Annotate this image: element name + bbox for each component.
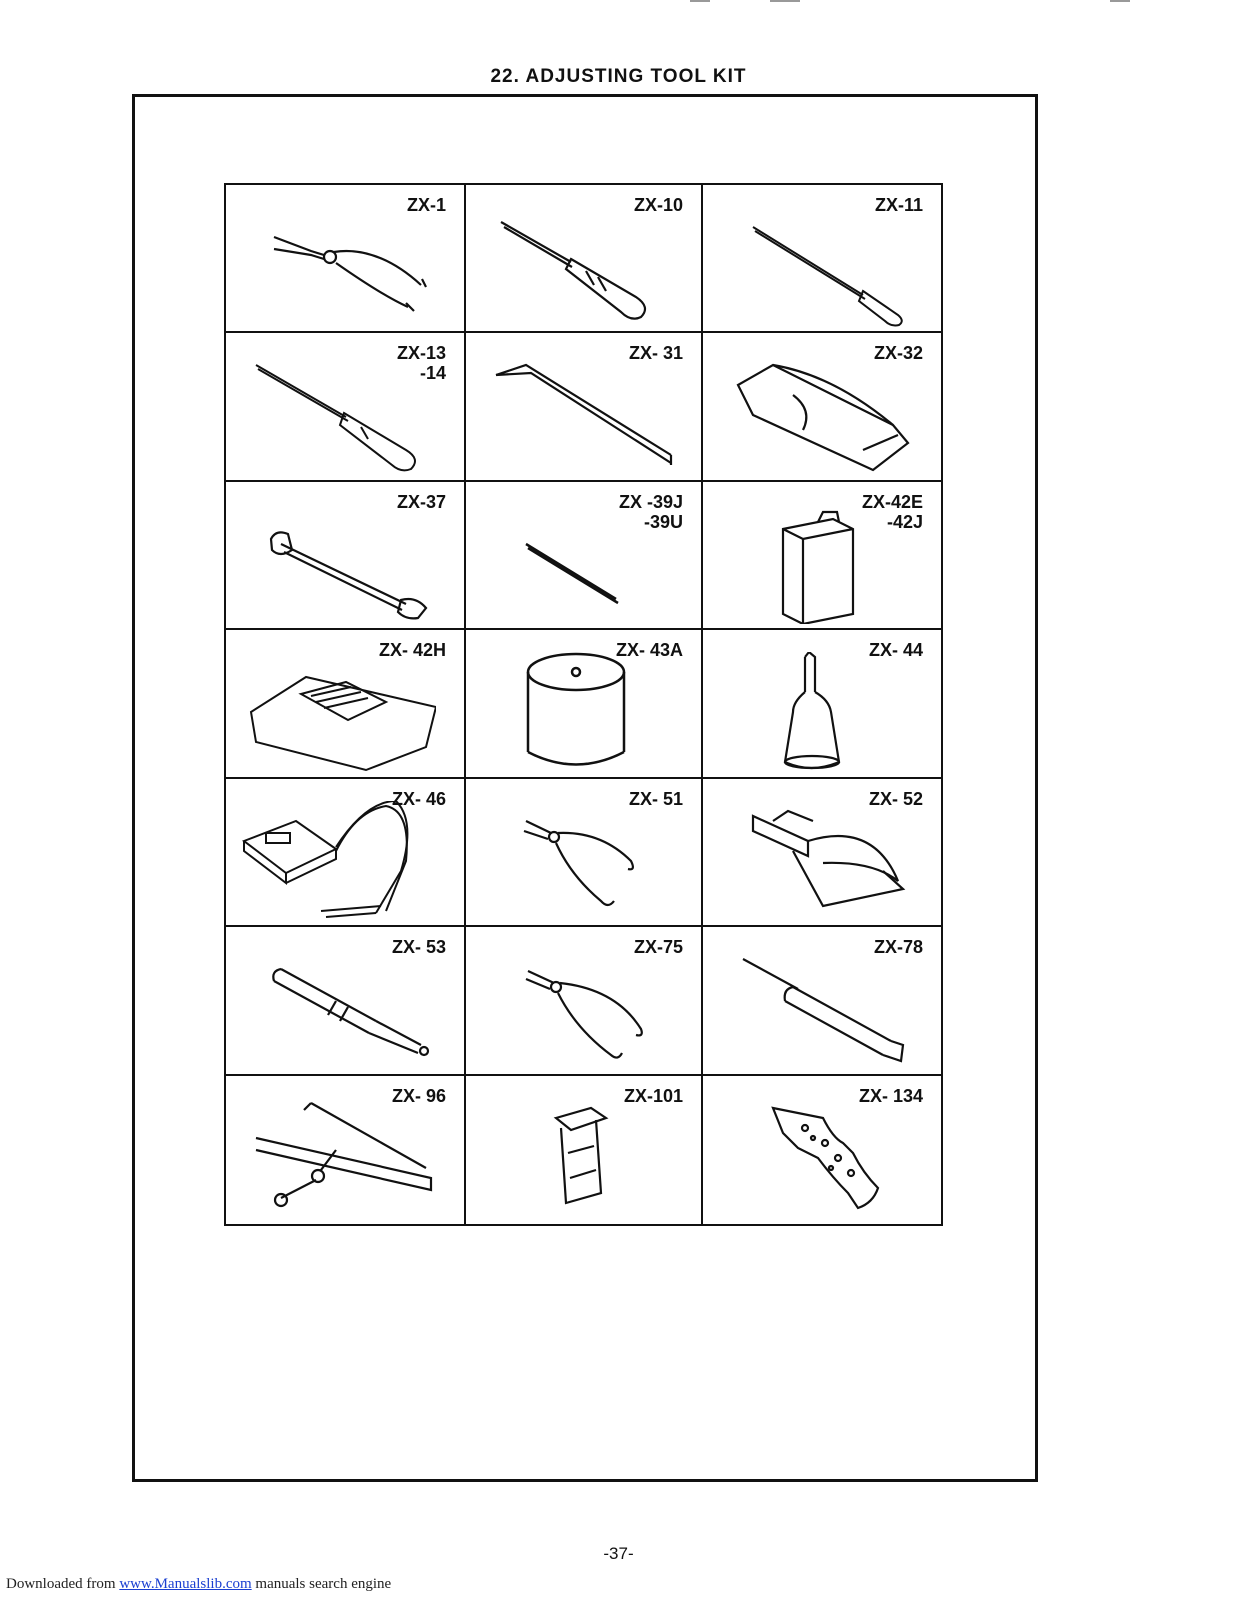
tool-code: ZX-37 [396,491,446,512]
tool-cell [226,185,466,333]
tool-code: ZX- 46 [391,788,446,809]
multimeter-icon [236,801,436,921]
tool-code: ZX- 53 [391,937,446,958]
tool-cell [703,630,941,778]
long-nose-pliers-icon [236,207,436,327]
cleaning-cloth-icon [236,652,436,772]
tool-cell [226,630,466,778]
tool-cell [703,927,941,1075]
screwdriver-icon [476,207,676,327]
tool-code: ZX-42E -42J [861,491,923,532]
tool-grid [224,183,943,1226]
tool-code: ZX- 42H [378,640,446,661]
tool-code: ZX- 52 [868,788,923,809]
tool-cell [466,630,703,778]
tool-cell [703,333,941,481]
tool-code: ZX-32 [873,343,923,364]
tool-code: ZX-13 -14 [396,343,446,384]
oil-can-icon [713,504,913,624]
wire-rod-icon [476,504,676,624]
tool-code: ZX-75 [633,937,683,958]
tool-cell [466,185,703,333]
tool-code: ZX -39J -39U [618,491,683,532]
footer-prefix: Downloaded from [6,1576,120,1592]
tool-code: ZX-78 [873,937,923,958]
scan-artifact [1110,0,1130,2]
tool-cell [466,779,703,927]
tool-cell [226,779,466,927]
tool-cell [226,482,466,630]
tool-code: ZX-10 [633,195,683,215]
page-number: -37- [603,1544,634,1563]
tool-code: ZX- 96 [391,1085,446,1106]
scan-artifact [770,0,800,2]
tool-code: ZX- 43A [615,640,683,661]
clip-holder-icon [476,1098,676,1218]
tool-code: ZX- 44 [868,640,923,661]
page-title: 22. ADJUSTING TOOL KIT [490,66,747,87]
tool-code: ZX-101 [623,1085,683,1106]
tool-cell [466,333,703,481]
cutting-pliers-icon [476,949,676,1069]
tool-cell [226,1076,466,1224]
tool-code: ZX- 51 [628,788,683,809]
oiler-bottle-icon [713,652,913,772]
tool-code: ZX-1 [406,195,446,215]
tool-pouch-icon [713,355,913,475]
nippers-icon [476,801,676,921]
scan-artifact [690,0,710,2]
phillips-screwdriver-icon [236,355,436,475]
footer [6,1576,391,1593]
solder-sucker-icon [236,949,436,1069]
grease-tin-icon [476,652,676,772]
tool-cell [703,482,941,630]
tool-code: ZX-11 [874,195,923,215]
manualslib-link[interactable]: www.Manualslib.com [119,1576,252,1592]
tool-cell [703,1076,941,1224]
tool-cell [703,779,941,927]
tool-cell [466,482,703,630]
footer-suffix: manuals search engine [251,1576,392,1592]
thin-screwdriver-icon [713,207,913,327]
tension-gauge-icon [236,1098,436,1218]
tweezers-icon [476,355,676,475]
tool-cell [226,927,466,1075]
tool-cell [703,185,941,333]
adjusting-plate-icon [713,1098,913,1218]
soldering-iron-icon [713,949,913,1069]
tool-cell [466,1076,703,1224]
tool-code: ZX- 31 [628,343,683,364]
adjusting-gauge-icon [713,801,913,921]
tool-cell [226,333,466,481]
wrench-icon [236,504,436,624]
tool-cell [466,927,703,1075]
tool-code: ZX- 134 [858,1085,923,1106]
